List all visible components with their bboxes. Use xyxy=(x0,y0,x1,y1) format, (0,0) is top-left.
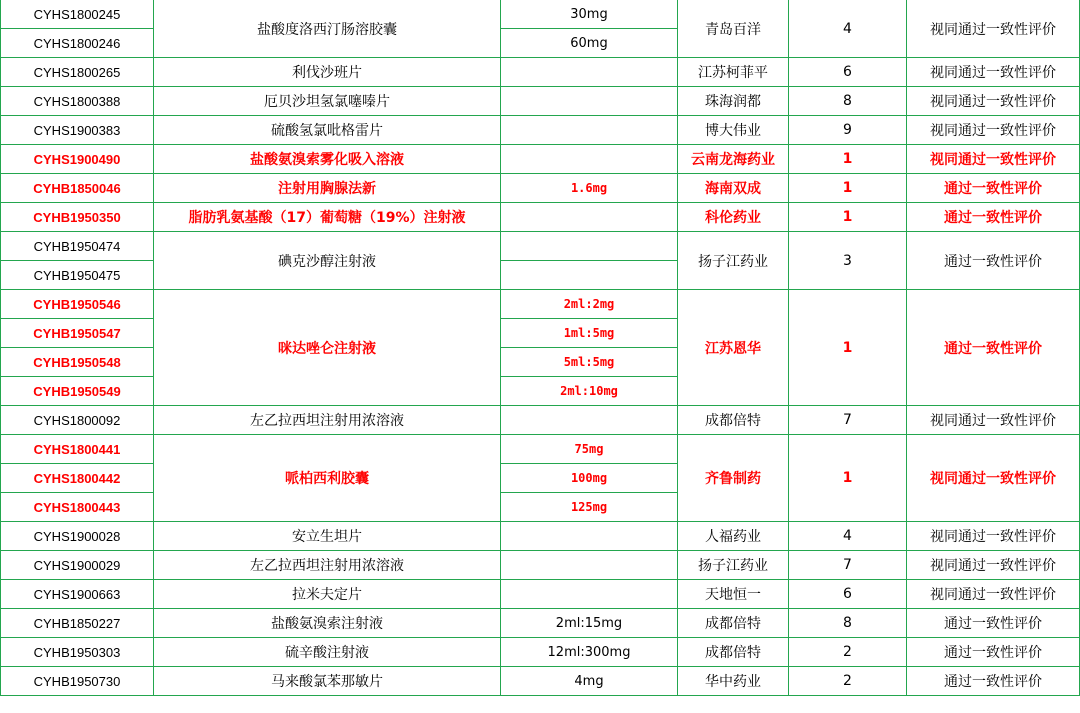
status-cell: 通过一致性评价 xyxy=(907,667,1080,696)
acceptance-code-cell: CYHB1950474 xyxy=(1,232,154,261)
company-cell: 天地恒一 xyxy=(678,580,789,609)
status-cell: 视同通过一致性评价 xyxy=(907,551,1080,580)
drug-name-cell: 盐酸氨溴索雾化吸入溶液 xyxy=(154,145,501,174)
company-cell: 扬子江药业 xyxy=(678,232,789,290)
spec-cell: 2ml:2mg xyxy=(501,290,678,319)
spec-cell xyxy=(501,580,678,609)
drug-name-cell: 硫辛酸注射液 xyxy=(154,638,501,667)
company-cell: 成都倍特 xyxy=(678,609,789,638)
count-cell: 1 xyxy=(789,145,907,174)
spec-cell xyxy=(501,87,678,116)
status-cell: 视同通过一致性评价 xyxy=(907,580,1080,609)
drug-name-cell: 马来酸氯苯那敏片 xyxy=(154,667,501,696)
company-cell: 齐鲁制药 xyxy=(678,435,789,522)
spec-cell: 1ml:5mg xyxy=(501,319,678,348)
drug-name-cell: 左乙拉西坦注射用浓溶液 xyxy=(154,406,501,435)
acceptance-code-cell: CYHS1900029 xyxy=(1,551,154,580)
company-cell: 人福药业 xyxy=(678,522,789,551)
drug-name-cell: 硫酸氢氯吡格雷片 xyxy=(154,116,501,145)
spec-cell xyxy=(501,232,678,261)
drug-name-cell: 注射用胸腺法新 xyxy=(154,174,501,203)
count-cell: 8 xyxy=(789,609,907,638)
acceptance-code-cell: CYHS1900490 xyxy=(1,145,154,174)
status-cell: 通过一致性评价 xyxy=(907,290,1080,406)
company-cell: 成都倍特 xyxy=(678,406,789,435)
spec-cell xyxy=(501,58,678,87)
acceptance-code-cell: CYHS1800442 xyxy=(1,464,154,493)
count-cell: 1 xyxy=(789,290,907,406)
status-cell: 视同通过一致性评价 xyxy=(907,522,1080,551)
company-cell: 云南龙海药业 xyxy=(678,145,789,174)
acceptance-code-cell: CYHB1950549 xyxy=(1,377,154,406)
count-cell: 1 xyxy=(789,203,907,232)
count-cell: 4 xyxy=(789,0,907,58)
spec-cell xyxy=(501,145,678,174)
spec-cell xyxy=(501,203,678,232)
table-row xyxy=(1,667,1080,696)
table-row xyxy=(1,580,1080,609)
company-cell: 博大伟业 xyxy=(678,116,789,145)
table-row xyxy=(1,522,1080,551)
count-cell: 8 xyxy=(789,87,907,116)
spec-cell: 1.6mg xyxy=(501,174,678,203)
company-cell: 科伦药业 xyxy=(678,203,789,232)
count-cell: 1 xyxy=(789,435,907,522)
spec-cell xyxy=(501,116,678,145)
drug-name-cell: 左乙拉西坦注射用浓溶液 xyxy=(154,551,501,580)
table-row xyxy=(1,638,1080,667)
company-cell: 珠海润都 xyxy=(678,87,789,116)
acceptance-code-cell: CYHB1950350 xyxy=(1,203,154,232)
drug-name-cell: 哌柏西利胶囊 xyxy=(154,435,501,522)
spec-cell: 2ml:10mg xyxy=(501,377,678,406)
status-cell: 视同通过一致性评价 xyxy=(907,406,1080,435)
table-row xyxy=(1,551,1080,580)
status-cell: 视同通过一致性评价 xyxy=(907,87,1080,116)
drug-name-cell: 拉米夫定片 xyxy=(154,580,501,609)
count-cell: 7 xyxy=(789,551,907,580)
count-cell: 1 xyxy=(789,174,907,203)
table-row xyxy=(1,609,1080,638)
table-row-highlighted xyxy=(1,435,1080,464)
spec-cell: 4mg xyxy=(501,667,678,696)
acceptance-code-cell: CYHS1900028 xyxy=(1,522,154,551)
table-row-highlighted xyxy=(1,290,1080,319)
status-cell: 通过一致性评价 xyxy=(907,638,1080,667)
drug-name-cell: 咪达唑仑注射液 xyxy=(154,290,501,406)
spec-cell: 75mg xyxy=(501,435,678,464)
status-cell: 通过一致性评价 xyxy=(907,609,1080,638)
count-cell: 6 xyxy=(789,580,907,609)
table-row xyxy=(1,406,1080,435)
acceptance-code-cell: CYHB1950730 xyxy=(1,667,154,696)
status-cell: 通过一致性评价 xyxy=(907,174,1080,203)
drug-name-cell: 碘克沙醇注射液 xyxy=(154,232,501,290)
count-cell: 2 xyxy=(789,667,907,696)
spec-cell xyxy=(501,522,678,551)
acceptance-code-cell: CYHS1800441 xyxy=(1,435,154,464)
count-cell: 9 xyxy=(789,116,907,145)
company-cell: 江苏恩华 xyxy=(678,290,789,406)
spec-cell xyxy=(501,406,678,435)
spec-cell xyxy=(501,261,678,290)
spec-cell: 100mg xyxy=(501,464,678,493)
count-cell: 2 xyxy=(789,638,907,667)
spec-cell xyxy=(501,551,678,580)
company-cell: 海南双成 xyxy=(678,174,789,203)
acceptance-code-cell: CYHB1950303 xyxy=(1,638,154,667)
table-row-highlighted xyxy=(1,174,1080,203)
drug-name-cell: 厄贝沙坦氢氯噻嗪片 xyxy=(154,87,501,116)
company-cell: 成都倍特 xyxy=(678,638,789,667)
acceptance-code-cell: CYHB1950548 xyxy=(1,348,154,377)
status-cell: 通过一致性评价 xyxy=(907,203,1080,232)
table-row xyxy=(1,232,1080,261)
table-row xyxy=(1,58,1080,87)
acceptance-code-cell: CYHB1850227 xyxy=(1,609,154,638)
acceptance-code-cell: CYHS1900663 xyxy=(1,580,154,609)
status-cell: 视同通过一致性评价 xyxy=(907,435,1080,522)
drug-name-cell: 盐酸氨溴索注射液 xyxy=(154,609,501,638)
status-cell: 视同通过一致性评价 xyxy=(907,145,1080,174)
acceptance-code-cell: CYHB1950547 xyxy=(1,319,154,348)
status-cell: 视同通过一致性评价 xyxy=(907,58,1080,87)
acceptance-code-cell: CYHS1800265 xyxy=(1,58,154,87)
acceptance-code-cell: CYHS1800388 xyxy=(1,87,154,116)
spec-cell: 2ml:15mg xyxy=(501,609,678,638)
count-cell: 6 xyxy=(789,58,907,87)
spec-cell: 5ml:5mg xyxy=(501,348,678,377)
table-row xyxy=(1,0,1080,29)
acceptance-code-cell: CYHS1800092 xyxy=(1,406,154,435)
spec-cell: 60mg xyxy=(501,29,678,58)
count-cell: 4 xyxy=(789,522,907,551)
table-row xyxy=(1,116,1080,145)
table-row-highlighted xyxy=(1,145,1080,174)
company-cell: 江苏柯菲平 xyxy=(678,58,789,87)
acceptance-code-cell: CYHS1900383 xyxy=(1,116,154,145)
company-cell: 华中药业 xyxy=(678,667,789,696)
company-cell: 扬子江药业 xyxy=(678,551,789,580)
table-row xyxy=(1,87,1080,116)
status-cell: 通过一致性评价 xyxy=(907,232,1080,290)
acceptance-code-cell: CYHB1950546 xyxy=(1,290,154,319)
drug-name-cell: 盐酸度洛西汀肠溶胶囊 xyxy=(154,0,501,58)
acceptance-code-cell: CYHB1950475 xyxy=(1,261,154,290)
company-cell: 青岛百洋 xyxy=(678,0,789,58)
status-cell: 视同通过一致性评价 xyxy=(907,116,1080,145)
count-cell: 3 xyxy=(789,232,907,290)
spec-cell: 30mg xyxy=(501,0,678,29)
status-cell: 视同通过一致性评价 xyxy=(907,0,1080,58)
acceptance-code-cell: CYHS1800246 xyxy=(1,29,154,58)
spec-cell: 12ml:300mg xyxy=(501,638,678,667)
drug-name-cell: 利伐沙班片 xyxy=(154,58,501,87)
table-row-highlighted xyxy=(1,203,1080,232)
drug-name-cell: 安立生坦片 xyxy=(154,522,501,551)
acceptance-code-cell: CYHS1800443 xyxy=(1,493,154,522)
acceptance-code-cell: CYHS1800245 xyxy=(1,0,154,29)
count-cell: 7 xyxy=(789,406,907,435)
spec-cell: 125mg xyxy=(501,493,678,522)
acceptance-code-cell: CYHB1850046 xyxy=(1,174,154,203)
drug-name-cell: 脂肪乳氨基酸（17）葡萄糖（19%）注射液 xyxy=(154,203,501,232)
